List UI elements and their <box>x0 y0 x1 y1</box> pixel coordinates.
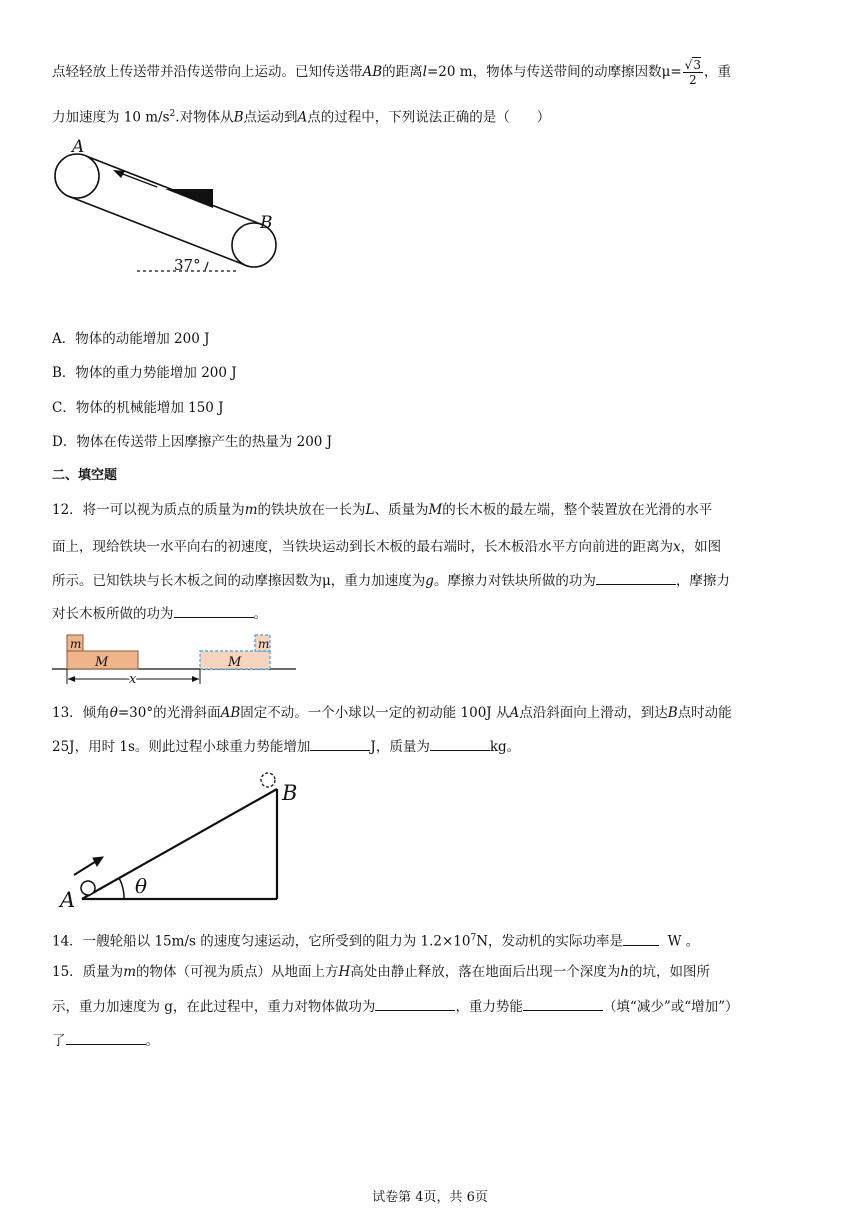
answer-blank[interactable] <box>430 736 490 751</box>
section-title: 二、填空题 <box>52 468 118 483</box>
q12-line-2: 面上，现给铁块一水平向右的初速度，当铁块运动到长木板的最右端时，长木板沿水平方向前进的距离为x，如图 <box>52 539 722 555</box>
q15-line-2: 示，重力加速度为 g，在此过程中，重力对物体做功为 ，重力势能 （填“减少”或“增加”） <box>52 996 739 1017</box>
fig-B: B <box>282 781 298 805</box>
answer-blank[interactable] <box>596 570 676 585</box>
text: 点运动到 <box>243 109 298 126</box>
label-A: A <box>72 137 85 157</box>
choice-c[interactable]: C．物体的机械能增加 150 J <box>52 400 224 416</box>
block-shape <box>165 189 213 208</box>
text: 2 <box>169 109 176 119</box>
q12-line-4: 对长木板所做的功为 。 <box>52 603 267 624</box>
fig-m-right: m <box>258 637 270 651</box>
text: B <box>233 109 244 126</box>
angle-label: 37° <box>174 256 201 274</box>
q12-line-1: 12．将一可以视为质点的质量为m的铁块放在一长为L、质量为M的长木板的最左端，整个装置放在光滑的水平 <box>52 502 713 518</box>
q14-line: 14．一艘轮船以 15m/s 的速度匀速运动，它所受到的阻力为 $1.2\times 10^7N$，发动机的实际功率是 W 。 <box>52 928 699 952</box>
fig-m-left: m <box>70 637 82 651</box>
text: 力加速度为 10 m/s <box>52 109 170 126</box>
text: .对物体从 <box>175 109 234 126</box>
answer-blank[interactable] <box>375 996 455 1011</box>
answer-blank[interactable] <box>66 1030 146 1045</box>
answer-blank[interactable] <box>623 931 659 946</box>
label-B: B <box>260 213 273 233</box>
page-footer: 试卷第 4页，共 6页 <box>372 1190 488 1205</box>
answer-blank[interactable] <box>310 736 370 751</box>
choice-a[interactable]: A．物体的动能增加 200 J <box>52 331 210 347</box>
mu-fraction: $\frac{√3}{2}$ <box>684 58 701 87</box>
fig-M-right: M <box>228 655 242 670</box>
fig-theta: θ <box>135 874 148 898</box>
answer-blank[interactable] <box>523 996 603 1011</box>
text: 点的过程中，下列说法正确的是（ ） <box>307 109 551 126</box>
text: A <box>297 109 308 126</box>
text: AB <box>362 64 383 80</box>
choice-b[interactable]: B．物体的重力势能增加 200 J <box>52 365 237 381</box>
text: 的距离 <box>382 64 423 80</box>
fig-M-left: M <box>95 655 109 670</box>
choice-d[interactable]: D．物体在传送带上因摩擦产生的热量为 200 J <box>52 434 333 450</box>
q12-line-3: 所示。已知铁块与长木板之间的动摩擦因数为μ，重力加速度为g。摩擦力对铁块所做的功为 ，摩擦力 <box>52 570 730 591</box>
text: =20 m，物体与传送带间的动摩擦因数μ= <box>427 64 682 80</box>
text: ，重 <box>703 64 731 80</box>
answer-blank[interactable] <box>174 603 254 618</box>
q15-line-1: 15．质量为m的物体（可视为质点）从地面上方H高处由静止释放，落在地面后出现一个深度为h的坑，如图所 <box>52 964 710 980</box>
text: l <box>422 64 427 80</box>
text: 点轻轻放上传送带并沿传送带向上运动。已知传送带 <box>52 64 363 80</box>
q13-line-2: 25J，用时 1s。则此过程小球重力势能增加 J，质量为 kg。 <box>52 736 520 757</box>
fig-x: x <box>129 672 137 687</box>
incline-figure <box>74 773 277 899</box>
fig-A: A <box>60 888 76 912</box>
q13-line-1: 13．倾角θ=30°的光滑斜面AB固定不动。一个小球以一定的初动能 100J 从A点沿斜面向上滑动，到达B点时动能 <box>52 705 732 721</box>
q15-line-3: 了 。 <box>52 1030 159 1051</box>
